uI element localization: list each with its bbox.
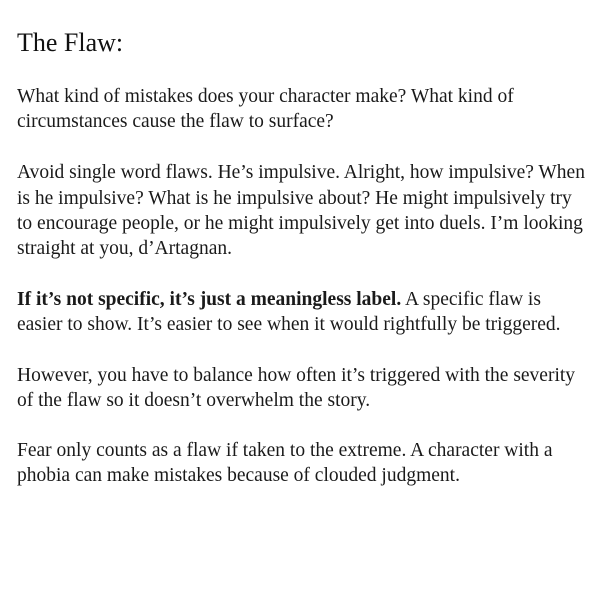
paragraph-text: However, you have to balance how often it’s triggered with the severity of the flaw so it doesn’t overwhelm the story. bbox=[17, 364, 576, 411]
paragraph-specificity bbox=[17, 287, 587, 337]
paragraph-balance bbox=[17, 363, 587, 413]
document-page bbox=[17, 28, 587, 513]
paragraph-fear bbox=[17, 438, 587, 488]
page-title: The Flaw: bbox=[17, 28, 124, 57]
paragraph-single-word-flaws bbox=[17, 160, 587, 261]
paragraph-text: Avoid single word flaws. He’s impulsive. Alright, how impulsive? When is he impulsive? What is he impulsive about? He might impulsively try to encourage people, or he might impulsively get into duels. I’m looking straight at you, d’Artagnan. bbox=[17, 162, 585, 260]
paragraph-text: Fear only counts as a flaw if taken to the extreme. A character with a phobia can make mistakes because of clouded judgment. bbox=[17, 440, 553, 487]
emphasis-text: If it’s not specific, it’s just a meaningless label. bbox=[17, 289, 402, 311]
paragraph-text: A specific flaw is easier to show. It’s easier to see when it would rightfully be triggered. bbox=[17, 289, 561, 336]
paragraph-text: What kind of mistakes does your character make? What kind of circumstances cause the flaw to surface? bbox=[17, 86, 514, 133]
paragraph-questions bbox=[17, 84, 587, 134]
